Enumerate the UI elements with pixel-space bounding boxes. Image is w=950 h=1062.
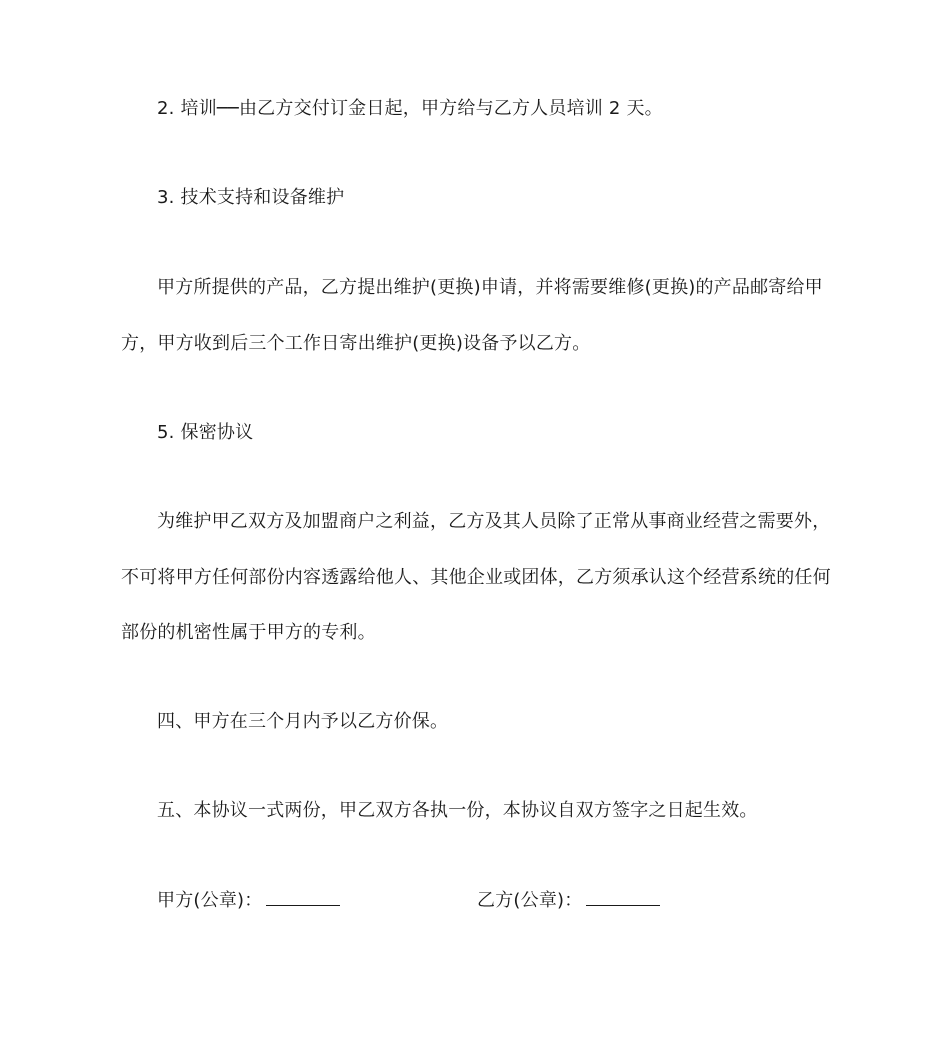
confidential-paragraph-line-1: 为维护甲乙双方及加盟商户之利益，乙方及其人员除了正常从事商业经营之需要外， xyxy=(157,511,831,532)
signature-party-a-label: 甲方(公章)： xyxy=(157,890,263,911)
signature-party-b xyxy=(477,888,660,913)
signature-party-a xyxy=(157,888,340,913)
signature-party-b-label: 乙方(公章)： xyxy=(477,890,583,911)
confidential-paragraph-line-2: 不可将甲方任何部份内容透露给他人、其他企业或团体，乙方须承认这个经营系统的任何 xyxy=(121,567,831,588)
training-item: 2. 培训──由乙方交付订金日起，甲方给与乙方人员培训 2 天。 xyxy=(157,98,663,119)
clause-four: 四、甲方在三个月内予以乙方价保。 xyxy=(157,711,449,732)
support-heading: 3. 技术支持和设备维护 xyxy=(157,187,345,208)
support-paragraph-line-2: 方，甲方收到后三个工作日寄出维护(更换)设备予以乙方。 xyxy=(121,333,591,354)
confidential-paragraph-line-3: 部份的机密性属于甲方的专利。 xyxy=(121,622,376,643)
signature-party-b-blank xyxy=(586,888,660,906)
signature-party-a-blank xyxy=(266,888,340,906)
clause-five: 五、本协议一式两份，甲乙双方各执一份，本协议自双方签字之日起生效。 xyxy=(157,800,758,821)
support-paragraph-line-1: 甲方所提供的产品，乙方提出维护(更换)申请，并将需要维修(更换)的产品邮寄给甲 xyxy=(157,277,823,298)
confidential-heading: 5. 保密协议 xyxy=(157,422,254,443)
